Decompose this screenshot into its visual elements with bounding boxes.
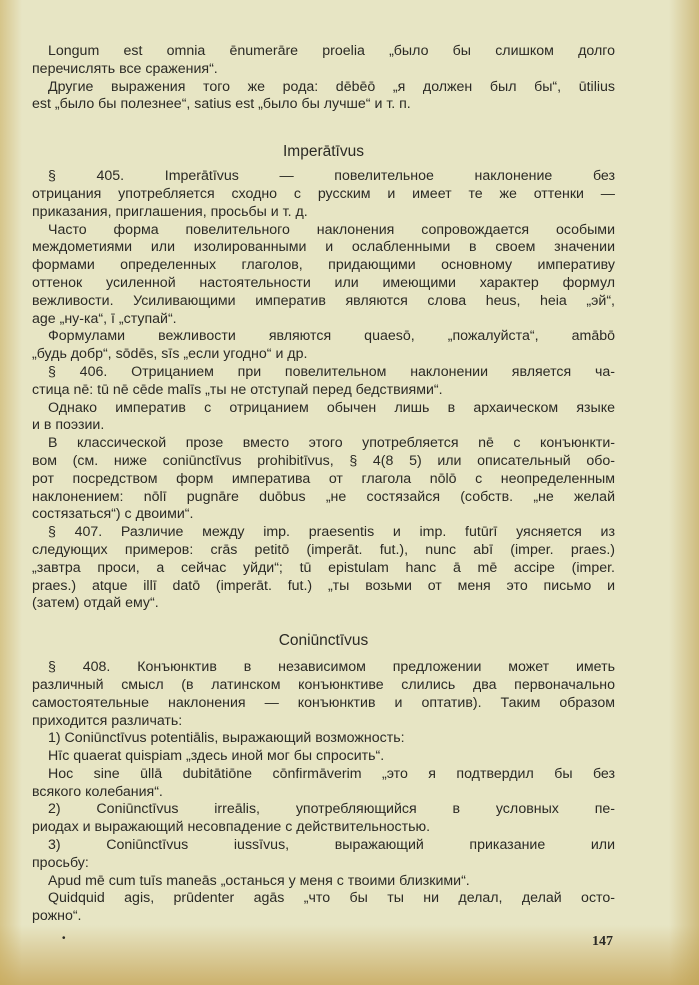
text-line: междометиями или изолированными и ослабленными в своем значении xyxy=(32,239,615,256)
paragraph xyxy=(32,748,615,766)
paragraph xyxy=(32,730,615,748)
text-line: § 405. Imperātīvus — повелительное наклонение без xyxy=(48,168,615,185)
paragraph xyxy=(32,43,615,79)
paragraph xyxy=(32,364,615,400)
paragraph xyxy=(32,222,615,329)
paragraph xyxy=(32,801,615,837)
paragraph xyxy=(32,328,615,364)
intro-text xyxy=(32,43,615,114)
text-line: В классической прозе вместо этого употребляется nē с конъюнкти- xyxy=(48,435,615,452)
text-line: отрицания употребляется сходно с русским и имеет те же оттенки — xyxy=(32,185,615,202)
text-line: Hoc sine ūllā dubitātiōne cōnfirmāverim „это я подтвердил бы без xyxy=(48,765,615,782)
text-line: 3) Coniūnctīvus iussīvus, выражающий приказание или xyxy=(48,837,615,854)
page-number: 147 xyxy=(592,934,613,949)
section-heading-imperativus: Imperātīvus xyxy=(283,143,364,161)
paragraph xyxy=(32,659,615,730)
text-line: вом (см. ниже coniūnctīvus prohibitīvus, § 4(8 5) или описательный обо- xyxy=(32,452,615,469)
text-line: praes.) atque illī datō (imperāt. fut.) „ты возьми от меня это письмо и xyxy=(32,577,615,594)
paragraph xyxy=(32,524,615,613)
text-line: рот посредством форм императива от глагола nōlō с неопределенным xyxy=(32,470,615,487)
text-line: приходится различать: xyxy=(32,712,183,729)
text-line: Формулами вежливости являются quaesō, „пожалуйста“, amābō xyxy=(48,328,615,345)
text-line: Часто форма повелительного наклонения сопровождается особыми xyxy=(48,221,615,238)
paragraph xyxy=(32,79,615,115)
paragraph xyxy=(32,766,615,802)
text-line: следующих примеров: crās petitō (imperāt. fut.), nunc abī (imper. praes.) xyxy=(32,541,615,558)
text-line: всякого колебания“. xyxy=(32,783,163,800)
text-line: § 406. Отрицанием при повелительном наклонении является ча- xyxy=(48,363,615,380)
section-heading-coniunctivus: Coniūnctīvus xyxy=(278,632,369,650)
text-line: приказания, приглашения, просьбы и т. д. xyxy=(32,203,308,220)
text-line: формами определенных глаголов, придающими основному императиву xyxy=(32,257,615,274)
paragraph xyxy=(32,873,615,891)
text-line: наклонением: nōlī pugnāre duōbus „не состязайся (собств. „не желай xyxy=(32,488,615,505)
text-line: est „было бы полезнее“, satius est „было бы лучше“ и т. п. xyxy=(32,96,411,113)
text-line: § 408. Конъюнктив в независимом предложении может иметь xyxy=(48,659,615,676)
coniunctivus-section xyxy=(32,659,615,926)
text-line: Однако императив с отрицанием обычен лишь в архаическом языке xyxy=(48,399,615,416)
text-line: Другие выражения того же рода: dēbēō „я должен был бы“, ūtilius xyxy=(48,78,615,95)
imperativus-section xyxy=(32,168,615,613)
text-line: состязаться“) с двоими“. xyxy=(32,506,194,523)
text-line: вежливости. Усиливающими императив являются слова heus, heia „эй“, xyxy=(32,292,615,309)
text-line: „будь добр“, sōdēs, sīs „если угодно“ и др. xyxy=(32,346,308,363)
text-line: самостоятельные наклонения — конъюнктив и оптатив). Таким образом xyxy=(32,694,615,711)
paragraph xyxy=(32,168,615,221)
text-line: Hīc quaerat quispiam „здесь иной мог бы спросить“. xyxy=(48,748,385,765)
text-line: „завтра проси, а сейчас уйди“; tū epistulam hanc ā mē accipe (imper. xyxy=(32,559,615,576)
paragraph xyxy=(32,435,615,524)
text-line: различный смысл (в латинском конъюнктиве слились два первоначально xyxy=(32,676,615,693)
text-line: § 407. Различие между imp. praesentis и imp. futūrī уясняется из xyxy=(48,524,615,541)
text-line: оттенок усиленной настоятельности или имеющими характер формул xyxy=(32,274,615,291)
text-line: (затем) отдай ему“. xyxy=(32,595,159,612)
text-line: Quidquid agis, prūdenter agās „что бы ты ни делал, делай осто- xyxy=(48,890,615,907)
text-line: 1) Coniūnctīvus potentiālis, выражающий возможность: xyxy=(48,730,405,747)
text-line: и в поэзии. xyxy=(32,417,105,434)
bullet-mark: • xyxy=(62,933,66,944)
page-body xyxy=(32,43,615,926)
paragraph xyxy=(32,400,615,436)
text-line: риодах и выражающий несовпадение с действительностью. xyxy=(32,819,431,836)
paragraph xyxy=(32,837,615,873)
text-line: просьбу: xyxy=(32,854,89,871)
text-line: age „ну-ка“, ī „ступай“. xyxy=(32,310,177,327)
text-line: Apud mē cum tuīs maneās „останься у меня с твоими близкими“. xyxy=(48,872,470,889)
text-line: Longum est omnia ēnumerāre proelia „было бы слишком долго xyxy=(48,43,615,59)
text-line: 2) Coniūnctīvus irreālis, употребляющийся в условных пе- xyxy=(48,801,615,818)
text-line: стица nē: tū nē cēde malīs „ты не отступай перед бедствиями“. xyxy=(32,381,443,398)
paragraph xyxy=(32,890,615,926)
text-line: рожно“. xyxy=(32,908,82,925)
text-line: перечислять все сражения“. xyxy=(32,60,218,77)
